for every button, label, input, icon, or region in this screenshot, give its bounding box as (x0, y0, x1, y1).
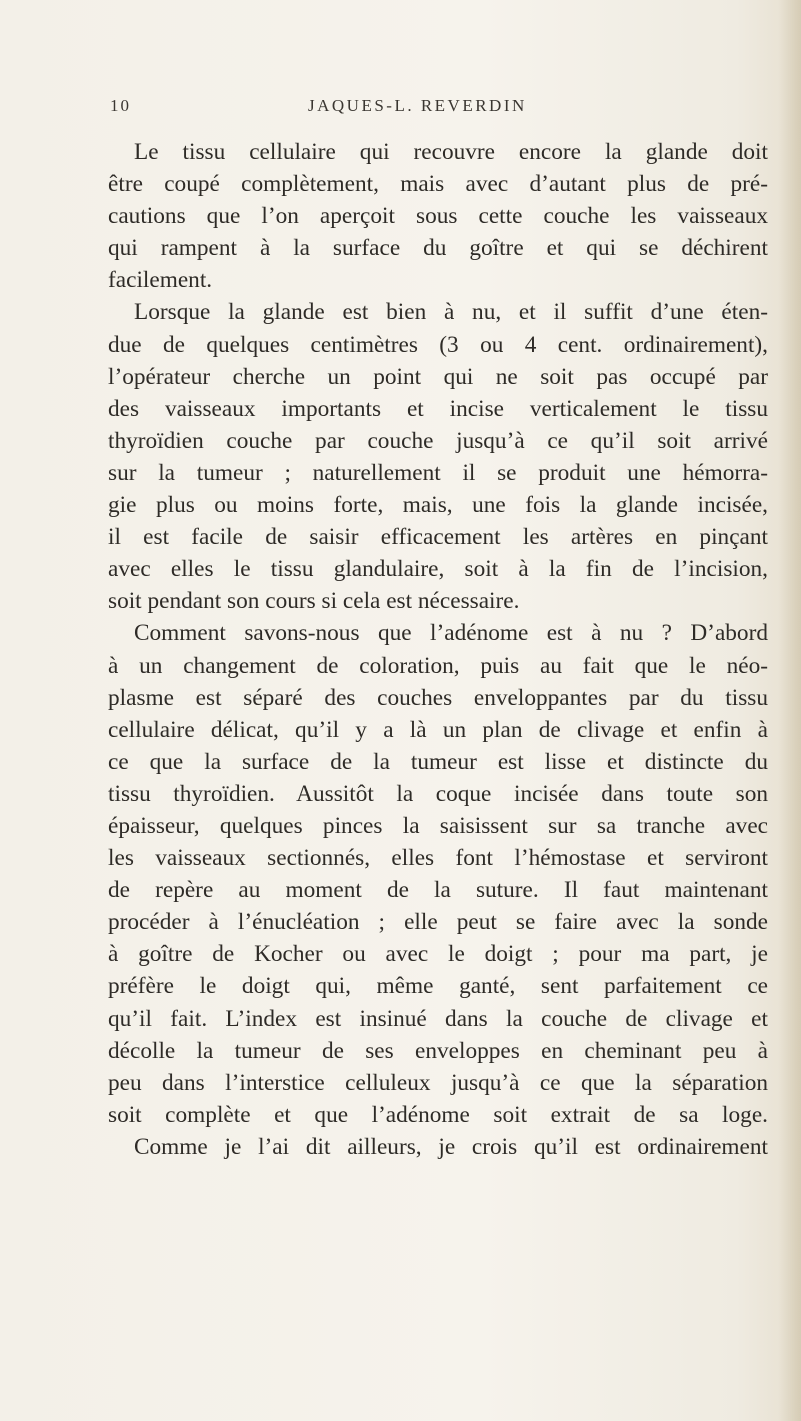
text-line: sur la tumeur ; naturellement il se produit une hémorra- (108, 459, 768, 486)
text-line: gie plus ou moins forte, mais, une fois la glande incisée, (108, 492, 768, 519)
text-line: ce que la surface de la tumeur est lisse et distincte du (108, 748, 768, 775)
text-line: préfère le doigt qui, même ganté, sent parfaitement ce (108, 973, 768, 1000)
text-line: avec elles le tissu glandulaire, soit à la fin de l’incision, (108, 556, 768, 583)
text-line: facilement. (108, 267, 213, 294)
running-head: JAQUES-L. REVERDIN (308, 96, 527, 115)
text-line: soit pendant son cours si cela est nécessaire. (108, 588, 520, 615)
text-line: Le tissu cellulaire qui recouvre encore la glande doit (134, 139, 768, 165)
text-line: Comme je l’ai dit ailleurs, je crois qu’il est ordinairement (134, 1133, 768, 1160)
text-line: procéder à l’énucléation ; elle peut se faire avec la sonde (108, 909, 768, 936)
text-line: à un changement de coloration, puis au fait que le néo- (108, 652, 768, 679)
text-line: de repère au moment de la suture. Il faut maintenant (108, 877, 768, 904)
body-text (108, 136, 768, 1163)
text-line: cellulaire délicat, qu’il y a là un plan de clivage et enfin à (108, 716, 768, 743)
page-edge-shadow (779, 0, 801, 1421)
text-line: qui rampent à la surface du goître et qui se déchirent (108, 235, 768, 262)
text-line: Comment savons-nous que l’adénome est à nu ? D’abord (134, 620, 768, 647)
text-line: thyroïdien couche par couche jusqu’à ce qu’il soit arrivé (108, 427, 768, 454)
page-number: 10 (110, 96, 131, 115)
text-line: à goître de Kocher ou avec le doigt ; pour ma part, je (108, 941, 768, 968)
text-line: tissu thyroïdien. Aussitôt la coque incisée dans toute son (108, 780, 768, 807)
text-line: qu’il fait. L’index est insinué dans la couche de clivage et (108, 1005, 768, 1032)
text-line: due de quelques centimètres (3 ou 4 cent. ordinairement), (108, 331, 768, 358)
text-line: l’opérateur cherche un point qui ne soit pas occupé par (108, 363, 768, 390)
text-line: peu dans l’interstice celluleux jusqu’à ce que la séparation (108, 1069, 768, 1096)
text-line: plasme est séparé des couches enveloppantes par du tissu (108, 684, 768, 711)
text-line: soit complète et que l’adénome soit extrait de sa loge. (108, 1101, 768, 1128)
text-line: épaisseur, quelques pinces la saisissent sur sa tranche avec (108, 812, 768, 839)
text-line: les vaisseaux sectionnés, elles font l’hémostase et serviront (108, 845, 768, 872)
text-line: cautions que l’on aperçoit sous cette couche les vaisseaux (108, 203, 768, 230)
text-line: Lorsque la glande est bien à nu, et il suffit d’une éten- (134, 299, 768, 326)
text-line: il est facile de saisir efficacement les artères en pinçant (108, 524, 768, 551)
text-line: des vaisseaux importants et incise verticalement le tissu (108, 395, 768, 422)
text-line: décolle la tumeur de ses enveloppes en cheminant peu à (108, 1037, 768, 1064)
page-header (110, 96, 750, 120)
text-line: être coupé complètement, mais avec d’autant plus de pré- (108, 171, 768, 198)
